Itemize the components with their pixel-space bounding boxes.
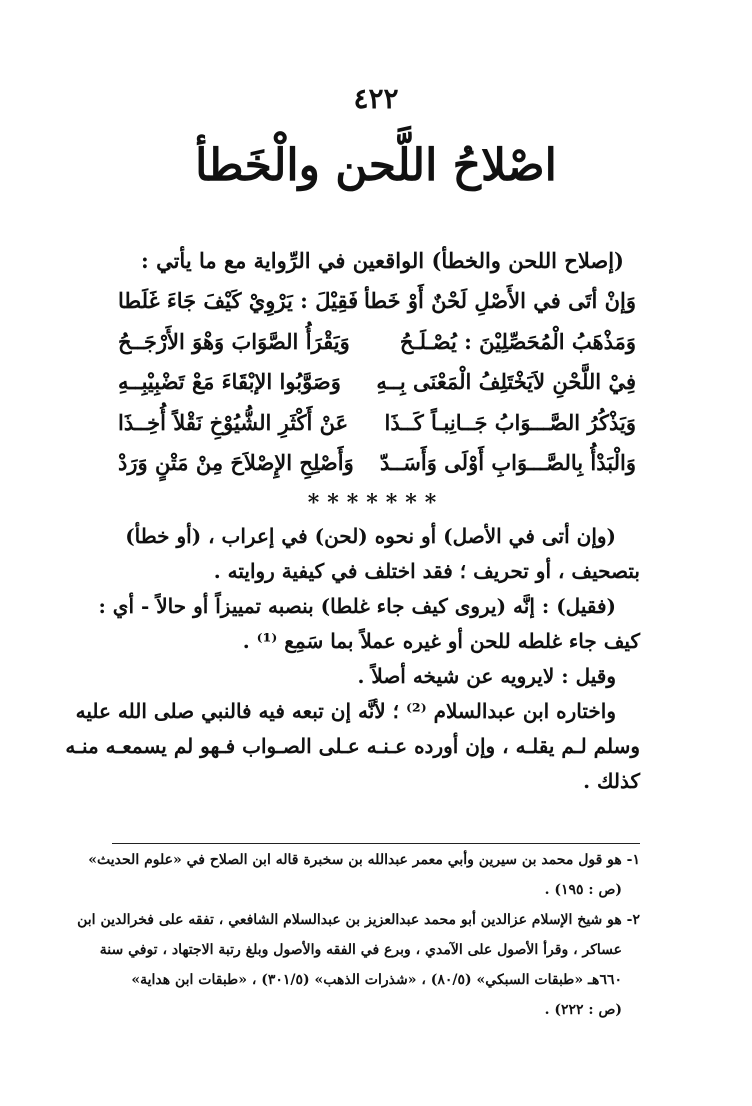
verse-second-hemistich: وَأَصْلِحِ الإِصْلاَحَ مِنْ مَتْنٍ وَرَدْ	[118, 450, 354, 475]
verse-second-hemistich: عَنْ أَكْثَرِ الشُّيُوْخِ نَقْلاً أُخِــذَا	[118, 409, 349, 435]
verse-second-hemistich: وَصَوَّبُوا الإبْقَاءَ مَعْ تَضْبِيْبِــهِ	[118, 369, 341, 394]
verse-line	[118, 410, 636, 451]
footnote-line: (ص : ١٩٥) .	[544, 882, 622, 898]
verse-first-hemistich: وَمَذْهَبُ الْمُحَصِّلِيْنَ : يُصْـلَـحُ	[399, 328, 636, 354]
commentary-line: وقيل : لايرويه عن شيخه أصلاً .	[357, 664, 616, 688]
footnotes	[77, 852, 640, 1032]
footnote-line: عساكر ، وقرأ الأصول على الآمدي ، وبرع في الفقه والأصول وبلغ رتبة الاجتهاد ، توفي سنة	[99, 942, 622, 958]
footnote-line: ١- هو قول محمد بن سيرين وأبي معمر عبدالله بن سخبرة قاله ابن الصلاح في «علوم الحديث»	[88, 852, 640, 868]
verse-first-hemistich: وَإنْ أتَى في الأَصْلِ لَحْنٌ أَوْ خَطأ	[363, 288, 636, 313]
commentary-line: (وإن أتى في الأصل) أو نحوه (لحن) في إعراب ، (أو خطأ)	[125, 524, 616, 548]
commentary-line: بتصحيف ، أو تحريف ؛ فقد اختلف في كيفية روايته .	[213, 559, 640, 583]
verse-first-hemistich: وَالْبَدْأُ بِالصَّـــوَابِ أَوْلَى وَأَسَــدّ	[379, 450, 636, 475]
poem	[118, 288, 636, 491]
section-separator: *******	[307, 490, 445, 516]
verse-first-hemistich: وَيَذْكُرُ الصَّـــوَابُ جَــانِبـاً كَــذَا	[384, 409, 636, 435]
verse-line	[118, 369, 636, 410]
commentary-line: كيف جاء غلطه للحن أو غيره عملاً بما سَمِع ⁽¹⁾ .	[242, 629, 640, 653]
commentary-line: واختاره ابن عبدالسلام ⁽²⁾ ؛ لأنَّه إن تبعه فيه فالنبي صلى الله عليه	[75, 699, 616, 723]
intro-line: (إصلاح اللحن والخطأ) الواقعين في الرِّواية مع ما يأتي :	[141, 248, 624, 273]
commentary-line: كذلك .	[583, 769, 640, 793]
footnote-line: ٦٦٠هـ «طبقات السبكي» (٨٠/٥) ، «شذرات الذهب» (٣٠١/٥) ، «طبقات ابن هداية»	[131, 972, 622, 988]
verse-line	[118, 450, 636, 491]
footnote-divider	[112, 843, 640, 844]
verse-line	[118, 329, 636, 370]
commentary	[65, 524, 640, 804]
footnote-line: (ص : ٢٢٢) .	[544, 1002, 622, 1018]
verse-second-hemistich: وَيَقْرَأُ الصَّوَابَ وَهْوَ الأَرْجَــحُ	[118, 328, 350, 354]
verse-line	[118, 288, 636, 329]
verse-second-hemistich: فَقِيْلَ : يَرْوِيْ كَيْفَ جَاءَ غَلَطا	[118, 288, 359, 313]
commentary-line: (فقيل) : إنَّه (يروى كيف جاء غلطا) بنصبه تمييزاً أو حالاً - أي :	[98, 594, 616, 618]
verse-first-hemistich: فِيْ اللَّحْنِ لاَيَخْتَلِفُ الْمَعْنَى بِــهِ	[376, 369, 636, 394]
page-number: ٤٢٢	[353, 82, 399, 115]
chapter-title: اصْلاحُ اللَّحن والْخَطأ	[195, 140, 557, 191]
commentary-line: وسلم لـم يقلـه ، وإن أورده عـنـه عـلى الصـواب فـهو لم يسمعـه منـه	[65, 734, 640, 758]
footnote-line: ٢- هو شيخ الإسلام عزالدين أبو محمد عبدالعزيز بن عبدالسلام الشافعي ، تفقه على فخرالدين ابن	[77, 912, 640, 928]
